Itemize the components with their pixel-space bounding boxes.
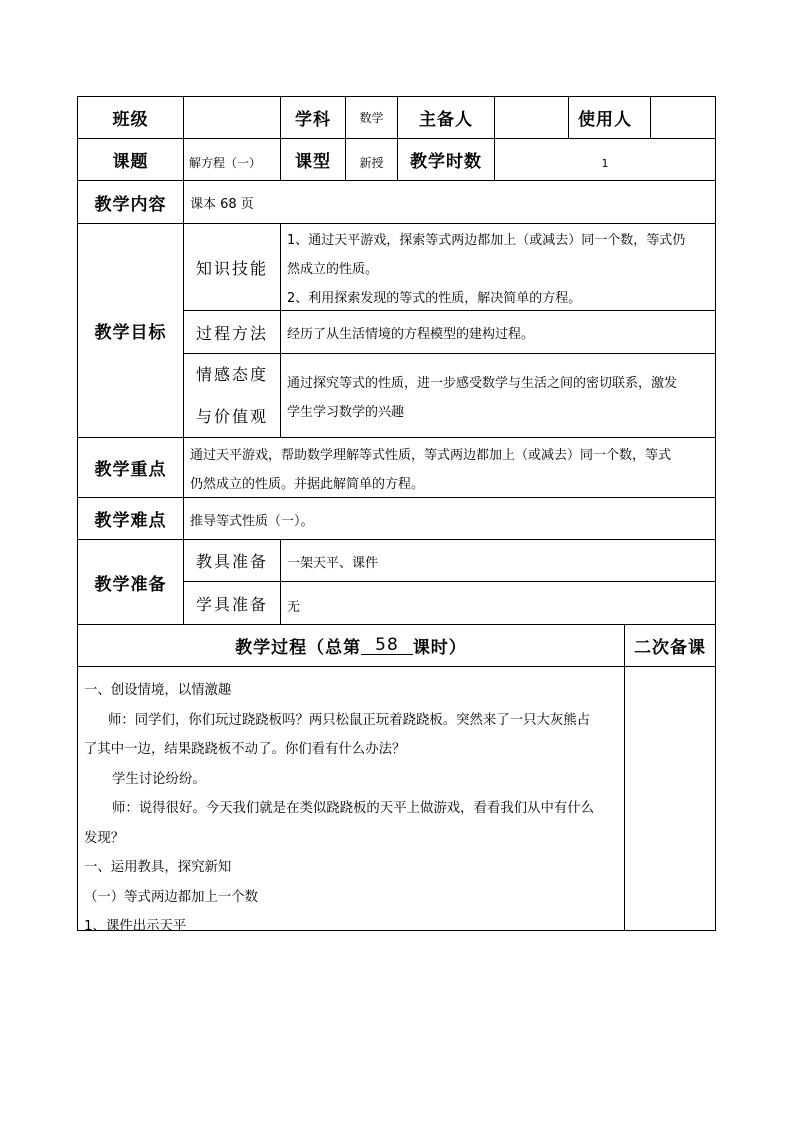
process-title-suffix: 课时） [412,638,467,658]
content-value: 课本 68 页 [190,196,254,212]
content-label: 教学内容 [94,194,167,215]
preparer-value [495,97,568,138]
preparer-label: 主备人 [419,110,473,130]
process-method-text: 经历了从生活情境的方程模型的建构过程。 [287,326,535,342]
type-label: 课型 [295,152,331,172]
second-prep-label: 二次备课 [634,638,706,658]
key-points-line-1: 通过天平游戏，帮助数学理解等式性质，等式两边都加上（或减去）同一个数，等式 [190,447,672,463]
teacher-tools-label: 教具准备 [195,552,268,571]
student-tools-label: 学具准备 [195,594,268,614]
goals-label: 教学目标 [94,323,167,343]
process-title [78,625,624,666]
process-line: 了其中一边，结果跷跷板不动了。你们看有什么办法？ [84,742,406,757]
emotion-label-line-2: 与价值观 [195,406,268,426]
process-line: 发现？ [84,830,125,846]
process-method-label: 过程方法 [195,323,268,343]
process-line: 1、课件出示天平 [84,919,187,934]
type-value: 新授 [359,156,384,170]
process-line: 一、创设情境，以情激趣 [84,683,232,698]
subject-label: 学科 [295,110,331,130]
process-body [84,676,624,942]
user-value [651,97,715,138]
emotion-text [281,356,715,439]
user-label: 使用人 [578,110,632,130]
knowledge-line-2: 然成立的性质。 [287,261,379,277]
process-title-number: 58 [361,636,413,655]
topic-value: 解方程（一） [189,156,262,170]
process-line: 一、运用教具，探究新知 [84,860,232,875]
knowledge-line-3: 2、利用探索发现的等式的性质，解决简单的方程。 [287,290,582,306]
topic-label: 课题 [112,152,149,172]
knowledge-text [281,226,715,312]
process-line: 师：同学们，你们玩过跷跷板吗？两只松鼠正玩着跷跷板。突然来了一只大灰熊占 [108,712,591,728]
process-line: （一）等式两边都加上一个数 [84,889,259,905]
subject-value: 数学 [359,111,384,125]
teacher-tools-text: 一架天平、课件 [287,556,379,571]
process-title-prefix: 教学过程（总第 [235,638,362,658]
difficulty-text: 推导等式性质（一）。 [190,514,314,529]
hours-value: 1 [601,157,609,170]
key-points-label: 教学重点 [94,460,167,480]
class-value [184,97,280,138]
student-tools-text: 无 [287,599,301,615]
emotion-label [184,354,280,437]
knowledge-label: 知识技能 [195,258,268,278]
key-points-line-2: 仍然成立的性质。并据此解简单的方程。 [190,476,425,492]
preparation-label: 教学准备 [94,574,167,595]
class-label: 班级 [112,110,149,130]
hours-label: 教学时数 [410,152,482,172]
knowledge-line-1: 1、通过天平游戏，探索等式两边都加上（或减去）同一个数，等式仍 [287,232,686,248]
emotion-line-1: 通过探究等式的性质，进一步感受数学与生活之间的密切联系，激发 [287,375,678,391]
process-line: 师：说得很好。今天我们就是在类似跷跷板的天平上做游戏，看看我们从中有什么 [112,801,595,816]
emotion-line-2: 学生学习数学的兴趣 [287,404,405,420]
key-points-text [184,440,715,499]
difficulty-label: 教学难点 [94,511,167,531]
process-line: 学生讨论纷纷。 [112,771,206,787]
second-prep-area [625,667,715,930]
emotion-label-line-1: 情感态度 [195,364,268,384]
